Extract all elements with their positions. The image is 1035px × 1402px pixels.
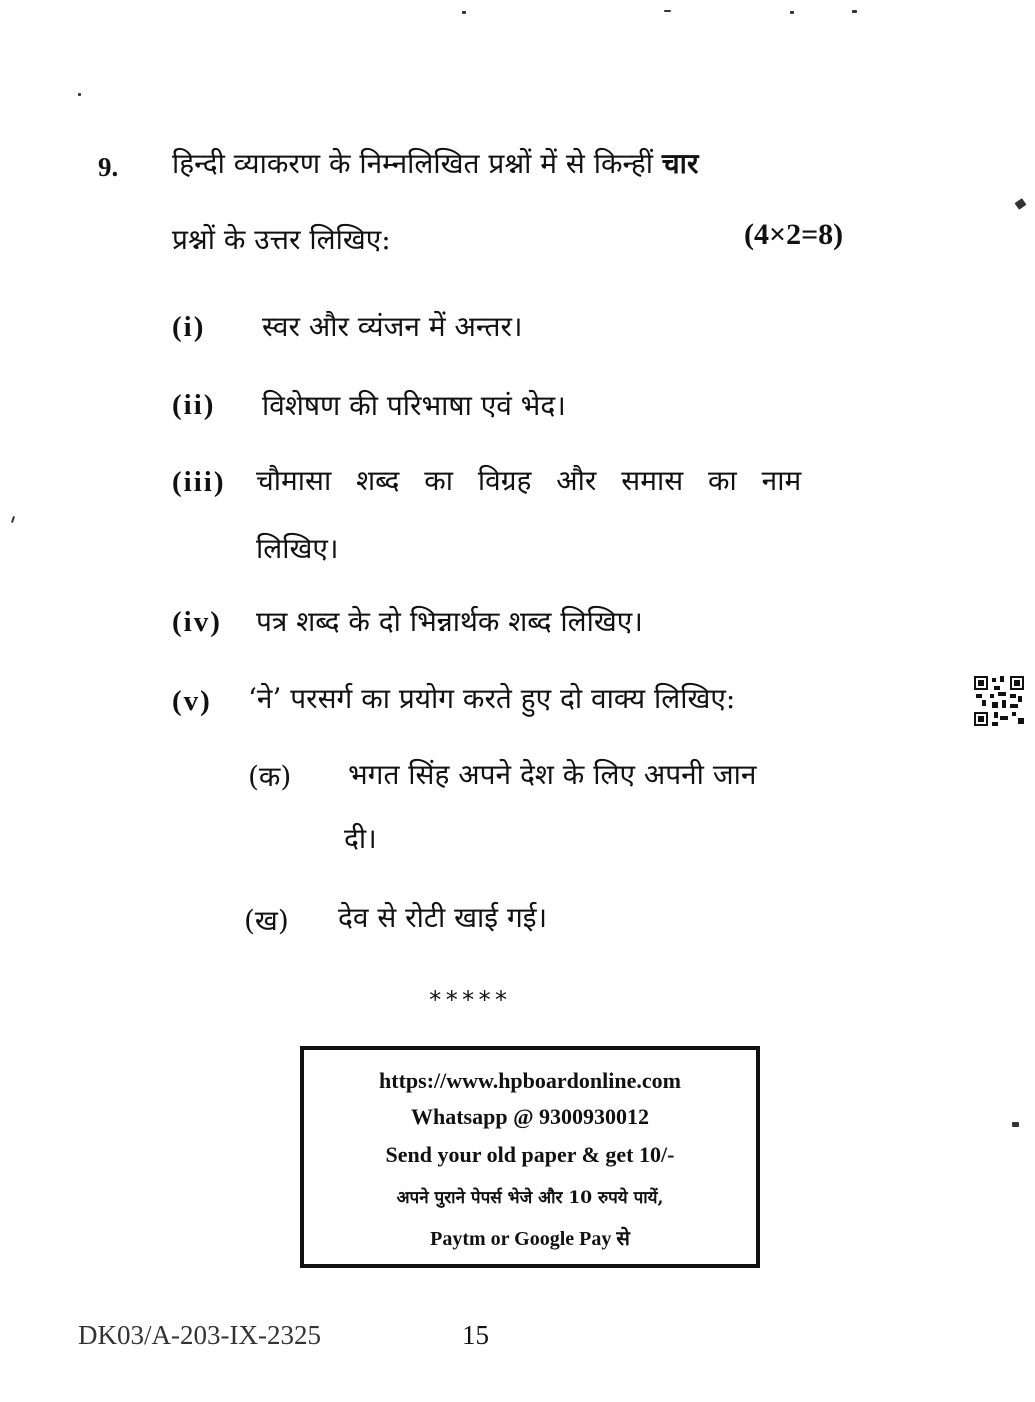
promo-offer: Send your old paper & get 10/- (385, 1142, 675, 1167)
item-label-iii: (iii) (172, 466, 226, 498)
subitem-label-ka: (क) (248, 760, 292, 793)
promo-payment: Paytm or Google Pay से (430, 1228, 630, 1250)
promo-url[interactable]: https://www.hpboardonline.com (379, 1068, 681, 1093)
subitem-text-ka: भगत सिंह अपने देश के लिए अपनी जान (348, 758, 757, 791)
promo-whatsapp: Whatsapp @ 9300930012 (410, 1104, 650, 1129)
scan-speck (11, 516, 15, 523)
question-text-line1 (172, 144, 698, 182)
item-text-ii: विशेषण की परिभाषा एवं भेद। (262, 389, 566, 422)
scan-speck (664, 10, 671, 12)
item-text-iv: पत्र शब्द के दो भिन्नार्थक शब्द लिखिए। (256, 605, 643, 638)
item-text-v: ‘ने’ परसर्ग का प्रयोग करते हुए दो वाक्य लिखिए: (248, 682, 736, 715)
end-separator: ***** (428, 986, 511, 1014)
scan-speck (790, 11, 794, 14)
paper-code: DK03/A-203-IX-2325 (78, 1320, 321, 1350)
marks-allocation: (4×2=8) (744, 218, 844, 251)
item-label-iv: (iv) (172, 606, 222, 638)
subitem-text-kha: देव से रोटी खाई गई। (338, 901, 548, 934)
scan-speck (1015, 198, 1027, 210)
item-label-i: (i) (172, 311, 206, 343)
item-text-i: स्वर और व्यंजन में अन्तर। (262, 310, 523, 343)
question-text: हिन्दी व्याकरण के निम्नलिखित प्रश्नों में से किन्हीं (172, 147, 653, 180)
promo-offer-hindi: अपने पुराने पेपर्स भेजे और 10 रुपये पायें, (396, 1188, 664, 1208)
item-label-v: (v) (172, 685, 212, 717)
item-label-ii: (ii) (172, 389, 216, 421)
question-number: 9. (98, 152, 119, 182)
scan-speck (462, 11, 466, 14)
question-text-line2: प्रश्नों के उत्तर लिखिए: (172, 223, 391, 256)
question-emphasis: चार (661, 147, 699, 180)
qr-code-icon (974, 676, 1024, 726)
item-text-iii: चौमासा शब्द का विग्रह और समास का नाम (256, 464, 802, 497)
scan-speck (78, 93, 81, 96)
page-number: 15 (462, 1320, 489, 1350)
scan-speck (852, 10, 857, 13)
subitem-label-kha: (ख) (244, 904, 289, 937)
scan-speck (1012, 1122, 1019, 1127)
promo-box (300, 1046, 760, 1268)
item-text-iii-cont: लिखिए। (256, 532, 339, 565)
subitem-text-ka-cont: दी। (344, 822, 377, 855)
